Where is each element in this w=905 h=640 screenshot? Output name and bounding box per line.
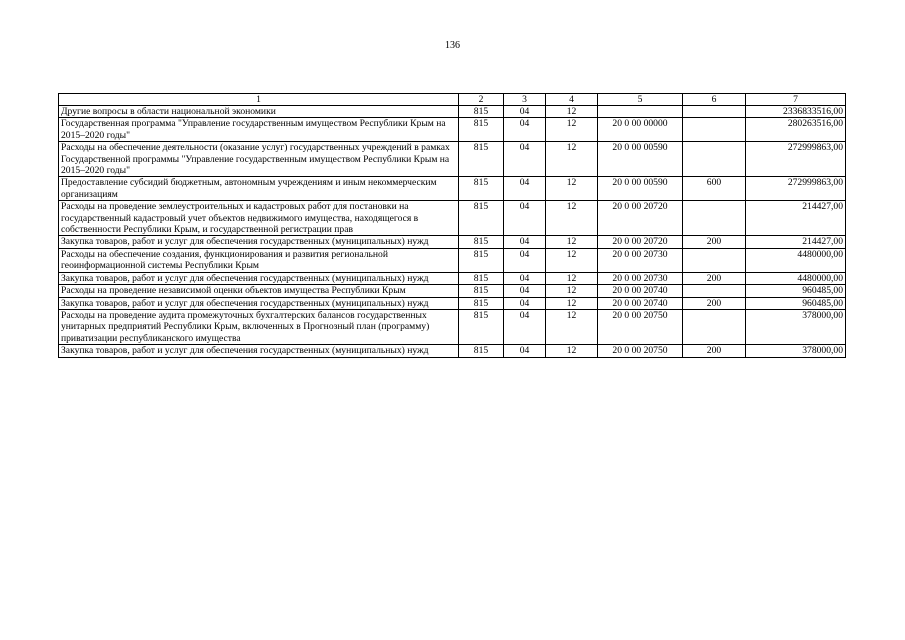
expense-name-cell: Государственная программа "Управление государственным имуществом Республики Крым на 2015–2020 годы" [59,118,459,142]
expense-type-cell [683,118,746,142]
target-article-cell: 20 0 00 20730 [598,272,683,284]
subsection-code-cell: 12 [546,248,598,272]
column-header: 2 [459,94,504,106]
section-code-cell: 04 [504,106,546,118]
section-code-cell: 04 [504,309,546,344]
amount-cell: 960485,00 [746,297,846,309]
expense-type-cell: 200 [683,236,746,248]
section-code-cell: 04 [504,142,546,177]
column-header: 4 [546,94,598,106]
budget-table [58,93,846,358]
subsection-code-cell: 12 [546,142,598,177]
table-row [59,236,846,248]
target-article-cell: 20 0 00 20720 [598,201,683,236]
expense-type-cell: 600 [683,177,746,201]
section-code-cell: 04 [504,118,546,142]
table-row [59,201,846,236]
column-header: 1 [59,94,459,106]
expense-type-cell [683,142,746,177]
target-article-cell: 20 0 00 00000 [598,118,683,142]
expense-name-cell: Другие вопросы в области национальной экономики [59,106,459,118]
subsection-code-cell: 12 [546,345,598,357]
expense-type-cell [683,285,746,297]
column-header: 5 [598,94,683,106]
amount-cell: 214427,00 [746,236,846,248]
table-row [59,118,846,142]
department-code-cell: 815 [459,142,504,177]
expense-type-cell: 200 [683,345,746,357]
section-code-cell: 04 [504,272,546,284]
table-row [59,248,846,272]
table-row [59,309,846,344]
section-code-cell: 04 [504,285,546,297]
table-row [59,272,846,284]
section-code-cell: 04 [504,201,546,236]
amount-cell: 2336833516,00 [746,106,846,118]
subsection-code-cell: 12 [546,201,598,236]
table-row [59,177,846,201]
subsection-code-cell: 12 [546,177,598,201]
column-header: 6 [683,94,746,106]
target-article-cell: 20 0 00 20740 [598,297,683,309]
expense-name-cell: Расходы на проведение землеустроительных и кадастровых работ для постановки на государственный кадастровый учет объектов недвижимого имущества, находящегося в собственности Республики Крым, и государственной регистрации прав [59,201,459,236]
table-row [59,106,846,118]
expense-name-cell: Расходы на проведение независимой оценки объектов имущества Республики Крым [59,285,459,297]
table-row [59,142,846,177]
expense-name-cell: Расходы на обеспечение деятельности (оказание услуг) государственных учреждений в рамках Государственной программы "Управление государственным имуществом Республики Крым на 2015–2020 годы" [59,142,459,177]
expense-name-cell: Закупка товаров, работ и услуг для обеспечения государственных (муниципальных) нужд [59,236,459,248]
department-code-cell: 815 [459,118,504,142]
expense-type-cell [683,106,746,118]
expense-name-cell: Расходы на проведение аудита промежуточных бухгалтерских балансов государственных унитарных предприятий Республики Крым, включенных в Прогнозный план (программу) приватизации республиканского имущества [59,309,459,344]
section-code-cell: 04 [504,236,546,248]
department-code-cell: 815 [459,272,504,284]
amount-cell: 272999863,00 [746,142,846,177]
column-header: 3 [504,94,546,106]
subsection-code-cell: 12 [546,297,598,309]
target-article-cell: 20 0 00 20730 [598,248,683,272]
expense-name-cell: Предоставление субсидий бюджетным, автономным учреждениям и иным некоммерческим организациям [59,177,459,201]
target-article-cell: 20 0 00 00590 [598,177,683,201]
expense-type-cell [683,309,746,344]
expense-type-cell [683,248,746,272]
department-code-cell: 815 [459,177,504,201]
amount-cell: 378000,00 [746,345,846,357]
expense-name-cell: Закупка товаров, работ и услуг для обеспечения государственных (муниципальных) нужд [59,297,459,309]
table-row [59,297,846,309]
target-article-cell: 20 0 00 20740 [598,285,683,297]
department-code-cell: 815 [459,201,504,236]
department-code-cell: 815 [459,285,504,297]
amount-cell: 4480000,00 [746,248,846,272]
subsection-code-cell: 12 [546,236,598,248]
column-header: 7 [746,94,846,106]
expense-type-cell: 200 [683,272,746,284]
department-code-cell: 815 [459,106,504,118]
section-code-cell: 04 [504,248,546,272]
target-article-cell [598,106,683,118]
target-article-cell: 20 0 00 20750 [598,309,683,344]
amount-cell: 214427,00 [746,201,846,236]
expense-name-cell: Расходы на обеспечение создания, функционирования и развития региональной геоинформационной системы Республики Крым [59,248,459,272]
header-row [59,94,846,106]
expense-name-cell: Закупка товаров, работ и услуг для обеспечения государственных (муниципальных) нужд [59,272,459,284]
subsection-code-cell: 12 [546,309,598,344]
amount-cell: 272999863,00 [746,177,846,201]
table-row [59,345,846,357]
expense-name-cell: Закупка товаров, работ и услуг для обеспечения государственных (муниципальных) нужд [59,345,459,357]
expense-type-cell: 200 [683,297,746,309]
subsection-code-cell: 12 [546,106,598,118]
amount-cell: 960485,00 [746,285,846,297]
amount-cell: 280263516,00 [746,118,846,142]
target-article-cell: 20 0 00 20720 [598,236,683,248]
section-code-cell: 04 [504,297,546,309]
amount-cell: 378000,00 [746,309,846,344]
department-code-cell: 815 [459,297,504,309]
expense-type-cell [683,201,746,236]
subsection-code-cell: 12 [546,272,598,284]
amount-cell: 4480000,00 [746,272,846,284]
section-code-cell: 04 [504,177,546,201]
department-code-cell: 815 [459,236,504,248]
department-code-cell: 815 [459,248,504,272]
subsection-code-cell: 12 [546,285,598,297]
subsection-code-cell: 12 [546,118,598,142]
target-article-cell: 20 0 00 00590 [598,142,683,177]
table-row [59,285,846,297]
target-article-cell: 20 0 00 20750 [598,345,683,357]
department-code-cell: 815 [459,309,504,344]
department-code-cell: 815 [459,345,504,357]
section-code-cell: 04 [504,345,546,357]
page-number: 136 [445,40,460,51]
